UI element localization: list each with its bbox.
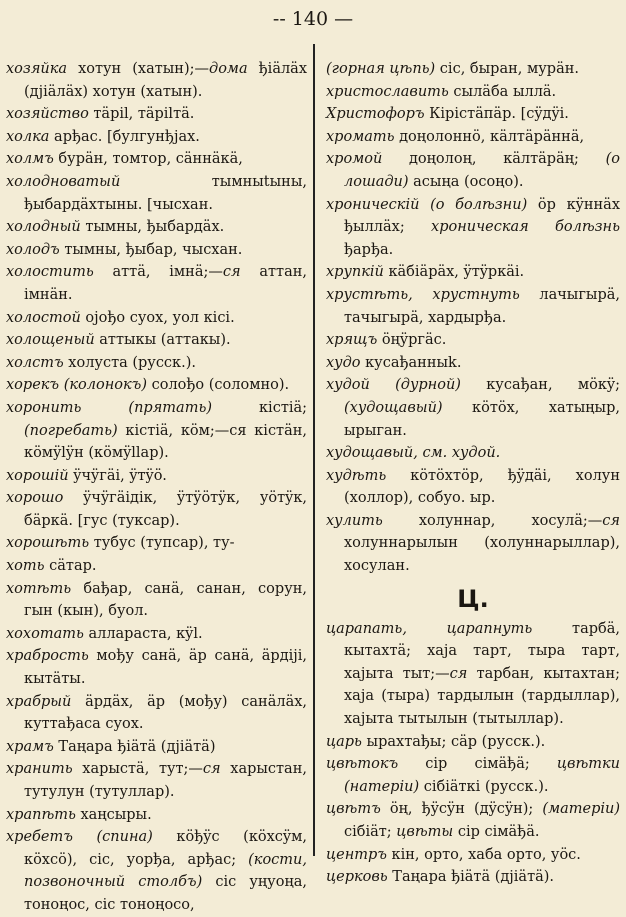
translation: öң, ђÿсÿн (дÿсÿн); <box>380 801 543 818</box>
headword: (о лошади) <box>344 151 620 190</box>
translation: хотун (хатын);— <box>67 61 210 77</box>
headword: хоронить (прятать) <box>6 399 213 416</box>
headword: храбрость <box>6 648 89 665</box>
dictionary-entry <box>326 261 620 284</box>
translation: тарбä, кытахтä; хаjа тарт, тыра тарт, хаjыта тыт;— <box>344 620 620 682</box>
translation: сылäба ыллä. <box>448 83 557 100</box>
dictionary-entry <box>6 758 307 803</box>
dictionary-entry <box>6 239 307 262</box>
dictionary-entry <box>6 397 307 465</box>
headword: хулить <box>326 512 383 529</box>
dictionary-entry <box>326 81 620 104</box>
headword: холодный <box>6 219 81 236</box>
translation: Таңара ђіäтä (дјіäтä). <box>387 869 554 886</box>
dictionary-entry <box>326 753 620 798</box>
dictionary-entry <box>326 103 620 126</box>
dictionary-entry <box>6 307 307 330</box>
translation: ÿчÿгäідік, ÿтÿöтÿк, уöтÿк, бäркä. [гус (туксар). <box>24 490 307 529</box>
headword: ся <box>602 512 620 529</box>
dictionary-entry <box>6 465 307 488</box>
dictionary-entry <box>326 731 620 754</box>
headword: холостой <box>6 309 81 326</box>
headword: храпѣть <box>6 806 76 823</box>
translation: бурäн, томтор, сäннäкä, <box>53 151 243 168</box>
translation: ÿчÿгäі, ÿтÿö. <box>68 467 167 484</box>
headword: церковь <box>326 869 388 886</box>
dictionary-entry <box>6 804 307 827</box>
headword: хрустѣть, хрустнуть <box>326 286 520 303</box>
headword: хребетъ (спина) <box>6 829 153 846</box>
dictionary-entry <box>326 329 620 352</box>
headword: хорошѣть <box>6 535 90 552</box>
dictionary-entry <box>326 798 620 843</box>
translation: сäтар. <box>44 558 97 575</box>
translation: сіс уңуоңа, тоноңос, сіс тоноңосо, <box>24 874 307 913</box>
headword: худощавый, см. худой. <box>326 445 501 462</box>
translation: ђарђа. <box>344 241 394 258</box>
headword: хрупкій <box>326 264 384 281</box>
translation: Таңара ђіäтä (дјіäтä) <box>53 738 216 755</box>
translation: сір сімäђä; <box>398 756 557 773</box>
headword: холодъ <box>6 241 60 258</box>
translation: аллараста, кÿl. <box>83 625 203 642</box>
headword: цвѣтки (натеріи) <box>344 756 620 795</box>
translation: холуннар, хосулä;— <box>382 512 603 529</box>
translation: öр кÿннäх ђыллäх; <box>344 196 620 236</box>
headword: холостить <box>6 264 94 281</box>
dictionary-entry <box>6 578 307 623</box>
headword: холощеный <box>6 332 95 349</box>
headword: хромать <box>326 128 395 145</box>
translation: ђіäлäх (дјіäлäх) хотун (хатын). <box>24 61 308 100</box>
translation: асыңа (осоңо). <box>408 173 524 190</box>
dictionary-entry <box>6 216 307 239</box>
translation: кістіä, кöм;—ся кістäн, кöмÿlÿн (кöмÿllар). <box>24 422 307 462</box>
headword: христославить <box>326 83 449 100</box>
translation: аттä, імнä;— <box>93 264 223 281</box>
dictionary-entry <box>326 465 620 510</box>
translation: кістіä; <box>212 399 308 416</box>
translation: доңолоң, кäлтäрäң; <box>382 151 606 168</box>
dictionary-entry <box>6 261 307 306</box>
dictionary-entry <box>326 510 620 578</box>
headword: (горная цѣпь) <box>326 61 436 77</box>
dictionary-entry <box>326 148 620 193</box>
headword: (худощавый) <box>344 399 443 416</box>
dictionary-entry <box>326 866 620 889</box>
page-number: -- 140 — <box>272 8 354 30</box>
dictionary-entry <box>326 844 620 867</box>
headword: худѣть <box>326 467 387 484</box>
translation: доңолоннö, кäлтäрäннä, <box>394 128 585 145</box>
headword: хохотать <box>6 625 84 642</box>
dictionary-entry <box>326 374 620 442</box>
headword: хозяйство <box>6 106 89 123</box>
translation: холуста (русск.). <box>63 354 196 371</box>
dictionary-entry <box>6 645 307 690</box>
translation: бађар, санä, санан, сорун, гын (кын), буол. <box>24 580 307 620</box>
dictionary-entry <box>6 826 307 916</box>
translation: кöтöхтöр, ђÿдäі, холун (холлор), собуо. ыр. <box>344 467 620 507</box>
headword: цвѣтъ <box>326 801 381 818</box>
translation: хаңсыры. <box>75 806 152 823</box>
dictionary-entry <box>6 126 307 149</box>
dictionary-entry <box>326 352 620 375</box>
translation: кусађан, мöкÿ; <box>460 377 620 394</box>
translation: сібіäткі (русск.). <box>419 778 549 795</box>
translation: сібіäт; <box>344 824 397 840</box>
headword: хоть <box>6 558 45 575</box>
translation: кöтöх, хатыңыр, ырыган. <box>344 399 620 439</box>
headword: центръ <box>326 846 387 863</box>
dictionary-entry <box>326 126 620 149</box>
headword: (погребать) <box>24 422 118 439</box>
dictionary-entry <box>6 623 307 646</box>
translation: тымны, ђыбар, чысхан. <box>59 241 243 258</box>
headword: хорошо <box>6 490 64 507</box>
translation: кусађанныk. <box>360 354 462 371</box>
translation: лачыгырä, тачыгырä, хардырђа. <box>344 286 621 326</box>
headword: хрящъ <box>326 332 378 349</box>
dictionary-entry <box>326 442 620 465</box>
translation: холуннарылын (холуннарыллар), хосулан. <box>344 535 620 575</box>
translation: кäбіäрäх, ÿтÿркäі. <box>383 264 525 281</box>
right-column <box>326 58 620 889</box>
headword: храмъ <box>6 738 54 755</box>
dictionary-entry <box>6 329 307 352</box>
translation: Кірістäпäр. [сÿдÿі. <box>424 106 569 123</box>
translation: тымныtыны, ђыбардäхтыны. [чысхан. <box>24 173 307 213</box>
dictionary-entry <box>326 194 620 262</box>
dictionary-entry <box>326 284 620 329</box>
translation: кöђÿс (кöхсÿм, кöхсö), сіс, уорђа, арђас; <box>24 829 307 868</box>
translation: солођо (соломно). <box>146 377 290 394</box>
dictionary-entry <box>326 618 620 731</box>
headword: (матеріи) <box>542 801 620 818</box>
headword: (кости, позвоночный столбъ) <box>24 851 307 891</box>
translation: кін, орто, хаба орто, уöс. <box>386 846 581 863</box>
dictionary-entry <box>6 691 307 736</box>
dictionary-entry <box>6 171 307 216</box>
column-divider <box>313 44 315 856</box>
headword: ся <box>449 665 468 682</box>
dictionary-entry <box>6 532 307 555</box>
headword: хотѣть <box>6 580 72 597</box>
translation: тарбан, кытахтан; хаjа (тыра) тардылын (тардыллар), хаjыта тытылын (тытыллар). <box>344 665 620 728</box>
headword: хроническій (о болѣзни) <box>326 196 528 213</box>
headword: дома <box>209 61 248 77</box>
translation: тымны, ђыбардäх. <box>80 219 225 236</box>
headword: ся <box>222 264 241 281</box>
translation: ырахтађы; сäр (русск.). <box>361 733 546 750</box>
headword: холстъ <box>6 354 64 371</box>
headword: хранить <box>6 761 73 778</box>
headword: цвѣты <box>396 824 454 840</box>
translation: аттыкы (аттакы). <box>94 332 231 349</box>
headword: ся <box>202 761 221 778</box>
translation: аттан, імнäн. <box>24 264 307 303</box>
headword: цвѣтокъ <box>326 756 399 773</box>
dictionary-entry <box>6 487 307 532</box>
headword: Христофоръ <box>326 106 425 123</box>
headword: холмъ <box>6 151 54 168</box>
headword: худой (дурной) <box>326 377 461 394</box>
headword: царапать, царапнуть <box>326 620 533 637</box>
section-letter: Ц. <box>457 584 489 613</box>
dictionary-entry <box>6 374 307 397</box>
dictionary-entry <box>6 555 307 578</box>
headword: царь <box>326 733 362 750</box>
dictionary-entry <box>6 103 307 126</box>
translation: харыстан, тутулун (тутуллар). <box>24 761 307 800</box>
headword: хромой <box>326 151 383 168</box>
dictionary-entry <box>6 148 307 171</box>
headword: хорошій <box>6 467 69 484</box>
headword: худо <box>326 354 361 371</box>
translation: öңÿргäс. <box>377 332 447 349</box>
translation: мођу санä, äр санä, äрдіjі, кытäты. <box>24 648 307 688</box>
dictionary-entry <box>6 736 307 759</box>
headword: холка <box>6 128 50 145</box>
headword: храбрый <box>6 693 72 710</box>
translation: арђас. [булгунђјах. <box>49 128 200 145</box>
translation: сіс, быран, мурäн. <box>435 61 579 77</box>
dictionary-entry <box>6 58 307 103</box>
dictionary-entry <box>326 58 620 81</box>
headword: хозяйка <box>6 61 68 77</box>
translation: äрдäх, äр (мођу) санäлäх, куттађаса суох. <box>24 693 307 733</box>
translation: тубус (тупсар), ту- <box>89 535 235 552</box>
headword: хроническая болѣзнь <box>431 219 621 236</box>
translation: оjођо суох, уол кісі. <box>80 309 235 326</box>
headword: холодноватый <box>6 173 121 190</box>
translation: сір сімäђä. <box>453 824 540 840</box>
left-column <box>6 58 307 917</box>
dictionary-entry <box>6 352 307 375</box>
headword: хорекъ (колонокъ) <box>6 377 147 394</box>
translation: тäріl, тäріlтä. <box>88 106 195 123</box>
translation: харыстä, тут;— <box>72 761 203 778</box>
